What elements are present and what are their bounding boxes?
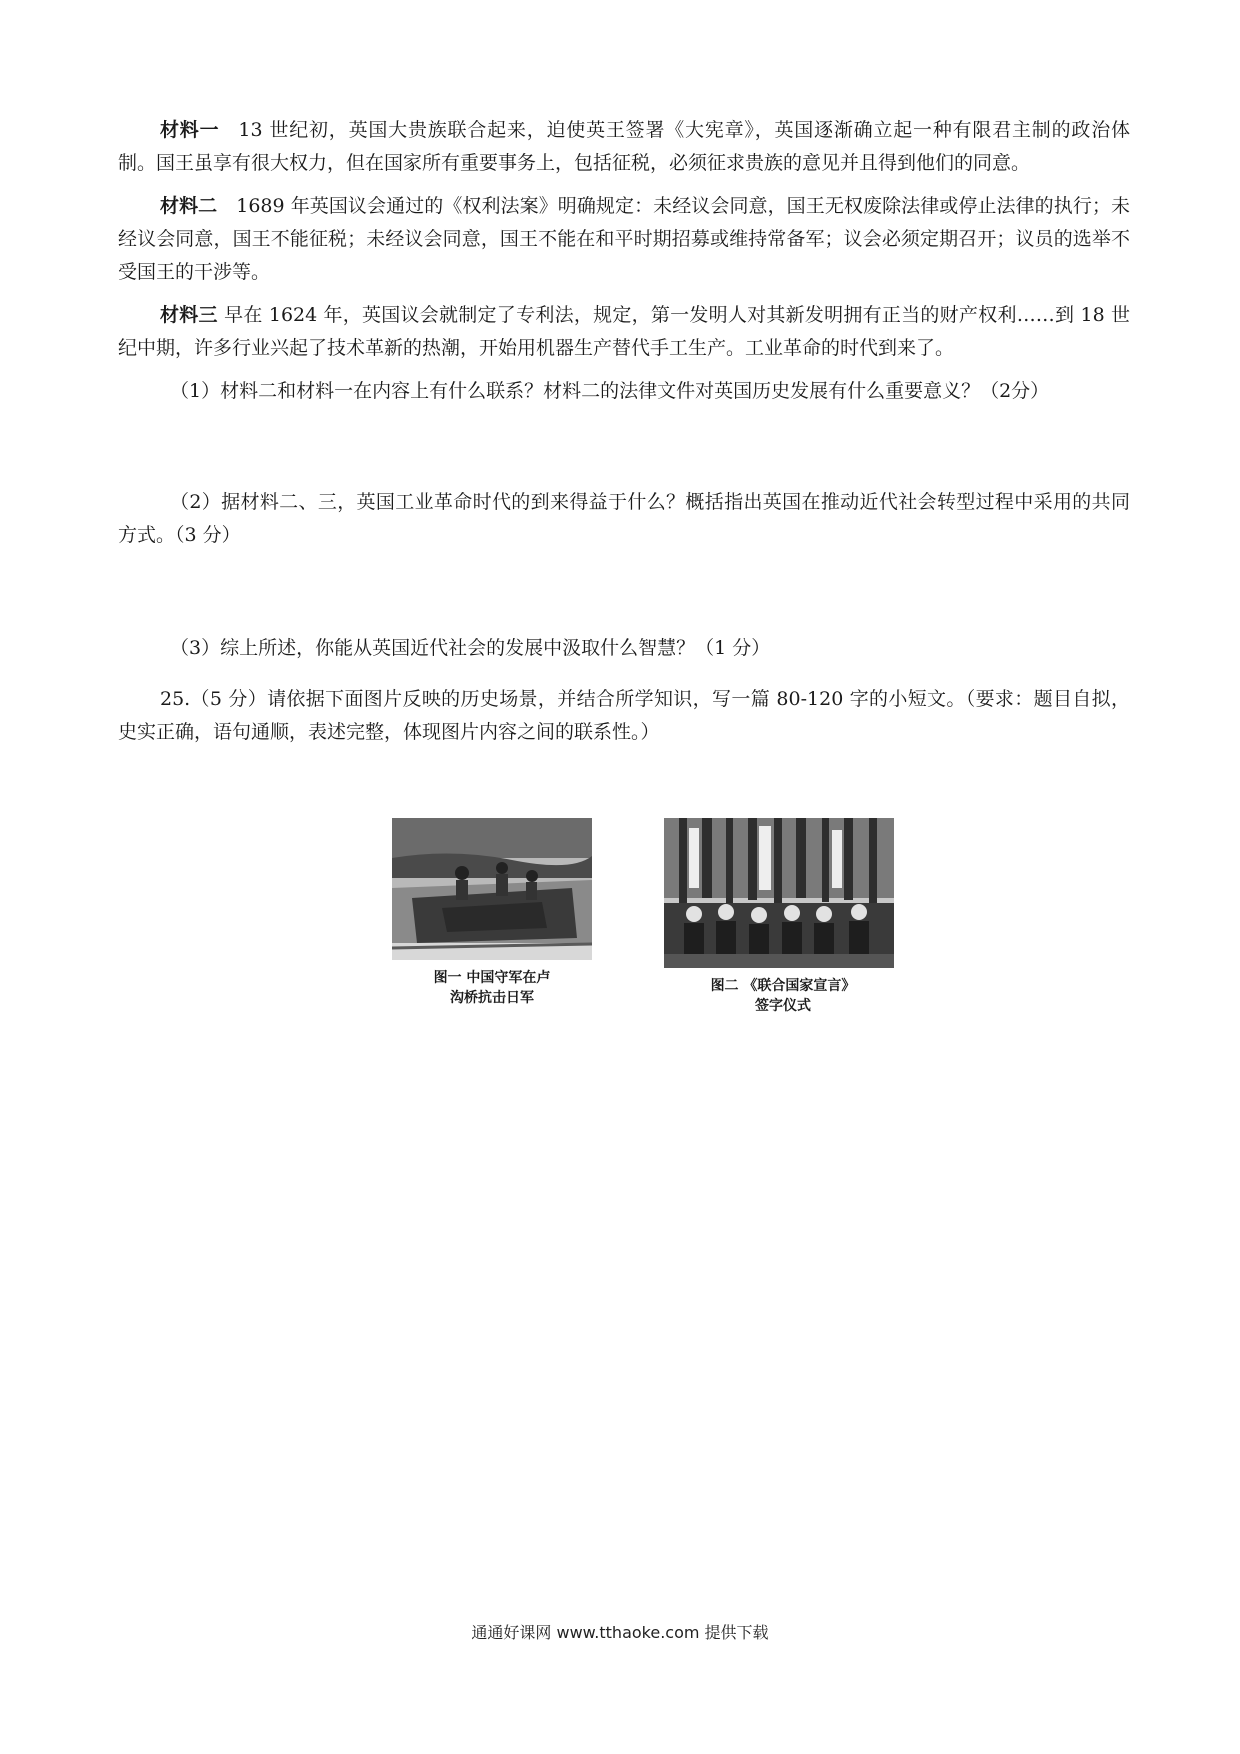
material-2-label: 材料二: [160, 195, 218, 217]
material-2: [118, 190, 1130, 289]
figure-2-caption: [664, 976, 902, 1016]
page-footer: 通通好课网 www.tthaoke.com 提供下载: [471, 1623, 769, 1642]
figure-1-caption-line-2: 沟桥抗击日军: [450, 990, 534, 1006]
figure-1: [392, 818, 592, 1008]
figure-1-caption: [392, 968, 592, 1008]
answer-space-2: [118, 552, 1130, 632]
material-1-label: 材料一: [160, 119, 220, 141]
question-1: （1）材料二和材料一在内容上有什么联系？材料二的法律文件对英国历史发展有什么重要意义？（2分）: [170, 380, 1050, 402]
figure-row: [0, 818, 1240, 1028]
lugou-bridge-photo-illustration: [392, 818, 592, 960]
declaration-signing-photo-illustration: [664, 818, 894, 968]
material-2-text: 1689 年英国议会通过的《权利法案》明确规定：未经议会同意，国王无权废除法律或停止法律的执行；未经议会同意，国王不能征税；未经议会同意，国王不能在和平时期招募或维持常备军；议会必须定期召开；议员的选举不受国王的干涉等。: [118, 195, 1130, 283]
material-3-text: 早在 1624 年，英国议会就制定了专利法，规定，第一发明人对其新发明拥有正当的财产权利……到 18 世纪中期，许多行业兴起了技术革新的热潮，开始用机器生产替代手工生产。工业革命的时代到来了。: [118, 304, 1130, 359]
answer-space-1: [118, 408, 1130, 486]
figure-2-caption-line-1: 图二 《联合国家宣言》: [710, 978, 856, 994]
material-1-text: 13 世纪初，英国大贵族联合起来，迫使英王签署《大宪章》，英国逐渐确立起一种有限君主制的政治体制。国王虽享有很大权力，但在国家所有重要事务上，包括征税，必须征求贵族的意见并且得到他们的同意。: [118, 119, 1130, 174]
material-3: [118, 299, 1130, 365]
question-3: （3）综上所述，你能从英国近代社会的发展中汲取什么智慧？（1 分）: [170, 637, 771, 659]
figure-2-caption-line-2: 签字仪式: [755, 998, 811, 1014]
material-1: [118, 114, 1130, 180]
question-2: （2）据材料二、三，英国工业革命时代的到来得益于什么？概括指出英国在推动近代社会转型过程中采用的共同方式。（3 分）: [118, 491, 1130, 546]
answer-space-3: [118, 665, 1130, 683]
figure-1-photo: [392, 818, 592, 960]
figure-2: [664, 818, 902, 1016]
figure-1-caption-line-1: 图一 中国守军在卢: [433, 970, 551, 986]
figure-2-photo: [664, 818, 894, 968]
material-3-label: 材料三: [160, 304, 218, 326]
question-25: 25.（5 分）请依据下面图片反映的历史场景，并结合所学知识，写一篇 80-120 字的小短文。（要求：题目自拟，史实正确，语句通顺，表述完整，体现图片内容之间的联系性。）: [118, 688, 1130, 743]
document-body: [118, 114, 1130, 749]
